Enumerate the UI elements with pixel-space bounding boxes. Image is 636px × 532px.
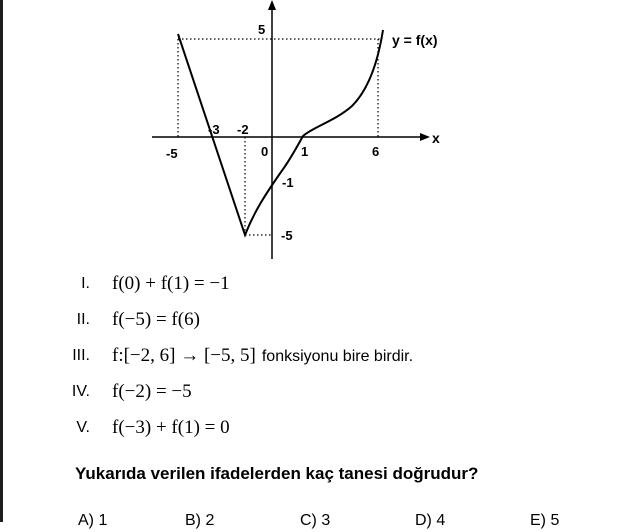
question-text: Yukarıda verilen ifadelerden kaç tanesi doğrudur?: [75, 464, 479, 483]
x-tick-label: -5: [166, 146, 178, 161]
y-tick-label: -1: [282, 175, 294, 190]
statement-numeral: V.: [76, 419, 90, 436]
answer-option-b[interactable]: B) 2: [185, 512, 215, 529]
x-axis-arrowhead: [420, 133, 430, 141]
answer-option-d[interactable]: D) 4: [415, 512, 446, 529]
statement-math-with-text: [112, 345, 413, 367]
y-tick-label: -5: [281, 228, 293, 243]
statement-numeral: I.: [81, 275, 90, 292]
x-tick-label: 0: [261, 144, 269, 159]
answer-option-a[interactable]: A) 1: [78, 512, 108, 529]
y-axis-arrowhead: [268, 0, 276, 10]
x-tick-label: 6: [372, 144, 380, 159]
statement-math: f(−2) = −5: [112, 381, 192, 402]
statement-numeral: IV.: [71, 383, 90, 400]
x-tick-label: 1: [301, 144, 309, 159]
statement-numeral: III.: [72, 347, 90, 364]
x-tick-label: -2: [237, 122, 249, 137]
statement-text: fonksiyonu bire birdir.: [261, 348, 414, 365]
statement-math: f(−5) = f(6): [112, 309, 200, 330]
statement-math: f(−3) + f(1) = 0: [112, 417, 230, 438]
function-label: y = f(x): [392, 32, 438, 48]
x-tick-label: -3: [208, 122, 220, 137]
statement-numeral: II.: [76, 311, 90, 328]
statement-math: f:[−2, 6] → [−5, 5]: [112, 345, 256, 366]
statement-math: f(0) + f(1) = −1: [112, 273, 230, 294]
answer-option-e[interactable]: E) 5: [530, 512, 560, 529]
answer-option-c[interactable]: C) 3: [300, 512, 331, 529]
answer-options: [0, 512, 636, 532]
y-tick-label: 5: [258, 22, 266, 37]
x-axis-label: x: [432, 130, 440, 146]
